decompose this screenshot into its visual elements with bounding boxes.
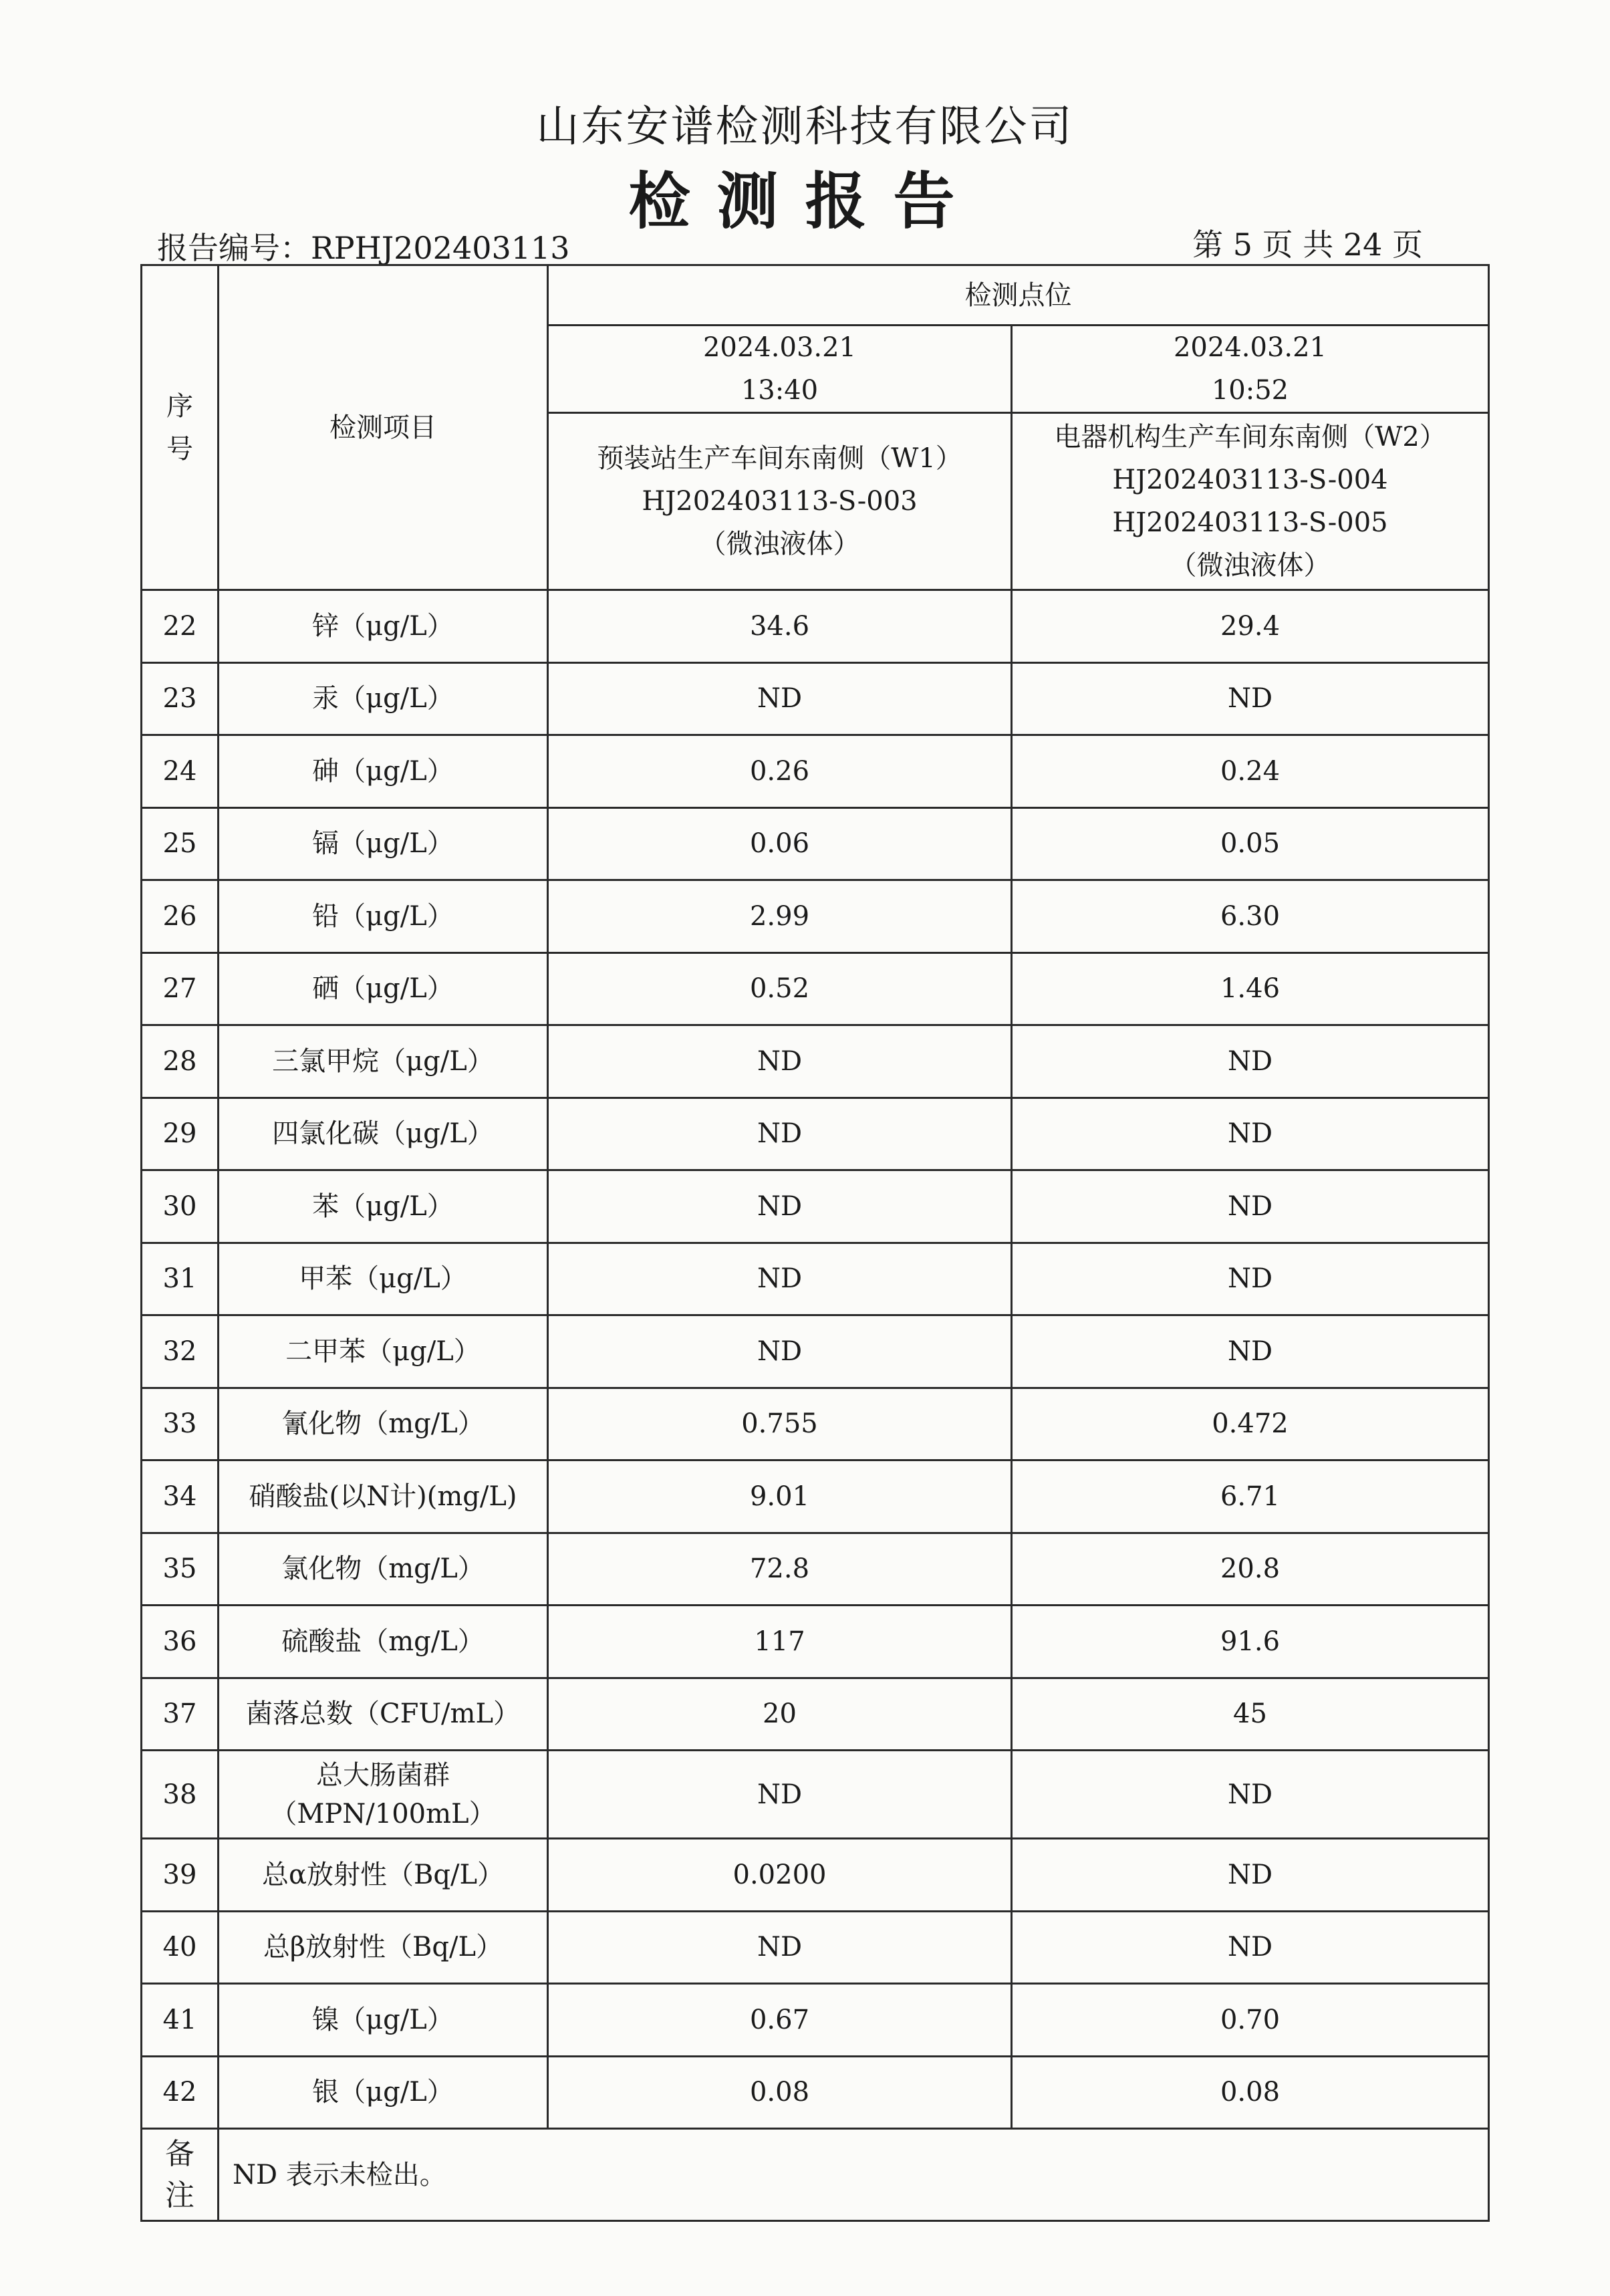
table-row bbox=[142, 952, 1489, 1025]
table-row bbox=[142, 1606, 1489, 1678]
point-w2-sample: 电器机构生产车间东南侧（W2） HJ202403113-S-004 HJ202403113-S-005 （微浊液体） bbox=[1012, 413, 1489, 590]
table-row bbox=[142, 807, 1489, 880]
table-body bbox=[142, 590, 1489, 2129]
point-w1-datetime: 2024.03.21 13:40 bbox=[548, 326, 1012, 413]
row-number: 30 bbox=[142, 1170, 219, 1243]
row-value-w2: 1.46 bbox=[1012, 952, 1489, 1025]
row-item: 四氯化碳（μg/L） bbox=[219, 1098, 548, 1170]
table-row bbox=[142, 1243, 1489, 1315]
table-row bbox=[142, 590, 1489, 663]
table-row bbox=[142, 1460, 1489, 1533]
row-value-w2: 0.70 bbox=[1012, 1984, 1489, 2057]
table-row bbox=[142, 1839, 1489, 1912]
row-value-w1: ND bbox=[548, 1025, 1012, 1098]
row-value-w2: 0.24 bbox=[1012, 735, 1489, 808]
row-number: 24 bbox=[142, 735, 219, 808]
row-value-w1: ND bbox=[548, 1098, 1012, 1170]
row-value-w1: 0.0200 bbox=[548, 1839, 1012, 1912]
row-value-w2: ND bbox=[1012, 1315, 1489, 1388]
row-number: 33 bbox=[142, 1388, 219, 1460]
remark-label: 备 注 bbox=[142, 2129, 219, 2221]
row-value-w2: ND bbox=[1012, 662, 1489, 735]
row-value-w2: ND bbox=[1012, 1751, 1489, 1839]
report-title: 检测报告 bbox=[628, 166, 982, 237]
row-value-w2: 0.05 bbox=[1012, 807, 1489, 880]
row-value-w1: 0.08 bbox=[548, 2056, 1012, 2129]
row-number: 34 bbox=[142, 1460, 219, 1533]
table-row bbox=[142, 1170, 1489, 1243]
row-value-w1: ND bbox=[548, 1911, 1012, 1984]
row-value-w1: ND bbox=[548, 1170, 1012, 1243]
table-header bbox=[142, 265, 1489, 590]
company-name: 山东安谱检测科技有限公司 bbox=[536, 102, 1074, 152]
row-value-w2: ND bbox=[1012, 1098, 1489, 1170]
row-number: 35 bbox=[142, 1533, 219, 1606]
row-number: 25 bbox=[142, 807, 219, 880]
row-item: 镉（μg/L） bbox=[219, 807, 548, 880]
table-row bbox=[142, 1984, 1489, 2057]
row-value-w1: 117 bbox=[548, 1606, 1012, 1678]
row-number: 41 bbox=[142, 1984, 219, 2057]
row-item: 镍（μg/L） bbox=[219, 1984, 548, 2057]
row-value-w2: ND bbox=[1012, 1243, 1489, 1315]
table-row bbox=[142, 1533, 1489, 1606]
row-number: 36 bbox=[142, 1606, 219, 1678]
row-item: 砷（μg/L） bbox=[219, 735, 548, 808]
row-item: 二甲苯（μg/L） bbox=[219, 1315, 548, 1388]
row-value-w1: 0.26 bbox=[548, 735, 1012, 808]
row-item: 锌（μg/L） bbox=[219, 590, 548, 663]
report-number: 报告编号：RPHJ202403113 bbox=[157, 230, 570, 266]
row-value-w2: 20.8 bbox=[1012, 1533, 1489, 1606]
row-item: 银（μg/L） bbox=[219, 2056, 548, 2129]
row-value-w2: ND bbox=[1012, 1911, 1489, 1984]
row-item: 总β放射性（Bq/L） bbox=[219, 1911, 548, 1984]
row-value-w2: 6.30 bbox=[1012, 880, 1489, 953]
remark-text: ND 表示未检出。 bbox=[219, 2129, 1489, 2221]
row-number: 23 bbox=[142, 662, 219, 735]
row-value-w1: ND bbox=[548, 662, 1012, 735]
row-item: 氰化物（mg/L） bbox=[219, 1388, 548, 1460]
header-test-points: 检测点位 bbox=[548, 265, 1489, 326]
table-row bbox=[142, 662, 1489, 735]
table-footer bbox=[142, 2129, 1489, 2221]
row-value-w1: ND bbox=[548, 1315, 1012, 1388]
row-number: 39 bbox=[142, 1839, 219, 1912]
row-item: 硫酸盐（mg/L） bbox=[219, 1606, 548, 1678]
row-value-w1: 34.6 bbox=[548, 590, 1012, 663]
header-test-item: 检测项目 bbox=[219, 265, 548, 590]
header-serial-number: 序 号 bbox=[142, 265, 219, 590]
row-number: 37 bbox=[142, 1678, 219, 1751]
row-item: 硒（μg/L） bbox=[219, 952, 548, 1025]
row-item: 总大肠菌群 （MPN/100mL） bbox=[219, 1751, 548, 1839]
row-value-w1: ND bbox=[548, 1751, 1012, 1839]
row-value-w1: ND bbox=[548, 1243, 1012, 1315]
row-number: 42 bbox=[142, 2056, 219, 2129]
row-value-w2: 0.472 bbox=[1012, 1388, 1489, 1460]
row-number: 40 bbox=[142, 1911, 219, 1984]
row-item: 硝酸盐(以N计)(mg/L) bbox=[219, 1460, 548, 1533]
point-w2-datetime: 2024.03.21 10:52 bbox=[1012, 326, 1489, 413]
row-value-w2: ND bbox=[1012, 1025, 1489, 1098]
row-value-w1: 72.8 bbox=[548, 1533, 1012, 1606]
row-item: 汞（μg/L） bbox=[219, 662, 548, 735]
row-value-w2: 6.71 bbox=[1012, 1460, 1489, 1533]
row-value-w1: 0.67 bbox=[548, 1984, 1012, 2057]
row-item: 铅（μg/L） bbox=[219, 880, 548, 953]
page-number: 第 5 页 共 24 页 bbox=[1192, 227, 1423, 263]
row-number: 28 bbox=[142, 1025, 219, 1098]
row-item: 菌落总数（CFU/mL） bbox=[219, 1678, 548, 1751]
row-number: 32 bbox=[142, 1315, 219, 1388]
row-value-w2: 45 bbox=[1012, 1678, 1489, 1751]
table-row bbox=[142, 735, 1489, 808]
row-number: 31 bbox=[142, 1243, 219, 1315]
row-value-w1: 2.99 bbox=[548, 880, 1012, 953]
table-row bbox=[142, 1315, 1489, 1388]
point-w1-sample: 预装站生产车间东南侧（W1） HJ202403113-S-003 （微浊液体） bbox=[548, 413, 1012, 590]
row-number: 27 bbox=[142, 952, 219, 1025]
row-number: 26 bbox=[142, 880, 219, 953]
row-item: 总α放射性（Bq/L） bbox=[219, 1839, 548, 1912]
table-row bbox=[142, 1678, 1489, 1751]
row-value-w1: 20 bbox=[548, 1678, 1012, 1751]
row-value-w2: 29.4 bbox=[1012, 590, 1489, 663]
table-row bbox=[142, 880, 1489, 953]
table-row bbox=[142, 1751, 1489, 1839]
row-value-w1: 0.52 bbox=[548, 952, 1012, 1025]
row-value-w2: 91.6 bbox=[1012, 1606, 1489, 1678]
row-value-w2: ND bbox=[1012, 1839, 1489, 1912]
row-item: 三氯甲烷（μg/L） bbox=[219, 1025, 548, 1098]
table-row bbox=[142, 2056, 1489, 2129]
row-value-w2: ND bbox=[1012, 1170, 1489, 1243]
table-row bbox=[142, 1388, 1489, 1460]
row-number: 29 bbox=[142, 1098, 219, 1170]
row-value-w2: 0.08 bbox=[1012, 2056, 1489, 2129]
row-number: 38 bbox=[142, 1751, 219, 1839]
row-value-w1: 9.01 bbox=[548, 1460, 1012, 1533]
table-row bbox=[142, 1911, 1489, 1984]
row-item: 苯（μg/L） bbox=[219, 1170, 548, 1243]
table-row bbox=[142, 1098, 1489, 1170]
row-number: 22 bbox=[142, 590, 219, 663]
row-value-w1: 0.06 bbox=[548, 807, 1012, 880]
row-value-w1: 0.755 bbox=[548, 1388, 1012, 1460]
row-item: 氯化物（mg/L） bbox=[219, 1533, 548, 1606]
row-item: 甲苯（μg/L） bbox=[219, 1243, 548, 1315]
table-row bbox=[142, 1025, 1489, 1098]
results-table bbox=[140, 264, 1490, 2222]
